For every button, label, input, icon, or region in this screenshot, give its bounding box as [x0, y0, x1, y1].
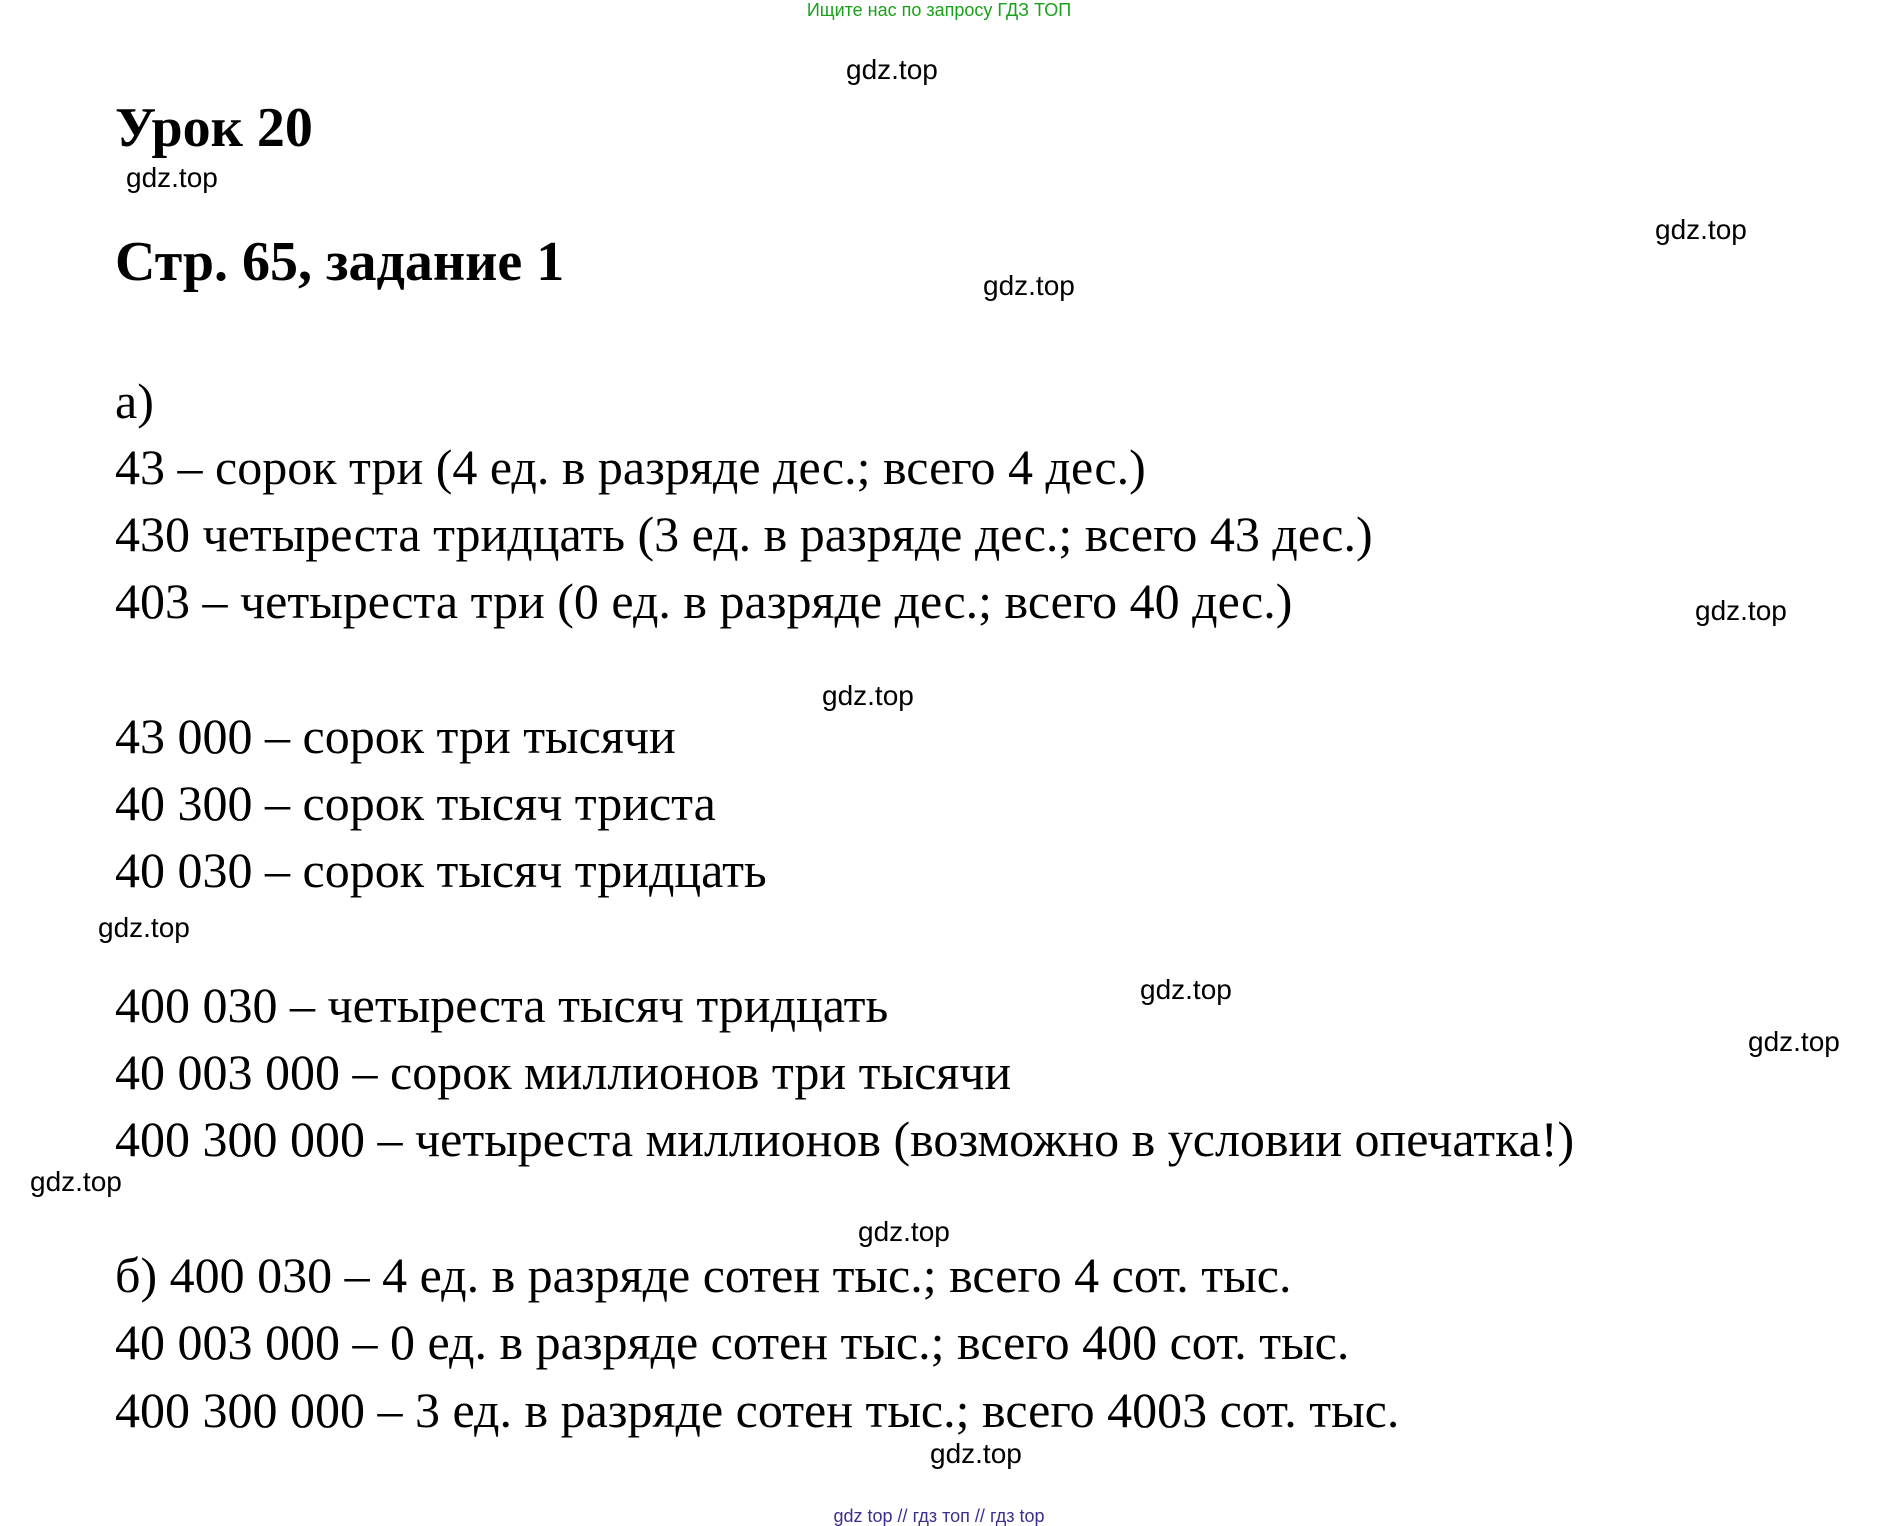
- watermark-text: gdz.top: [126, 162, 218, 193]
- footer-link[interactable]: гдз топ: [912, 1506, 970, 1526]
- footer-separator: //: [974, 1506, 985, 1526]
- top-banner[interactable]: Ищите нас по запросу ГДЗ ТОП: [806, 0, 1072, 20]
- part-a-label: а): [115, 373, 154, 429]
- watermark-text: gdz.top: [930, 1438, 1022, 1469]
- watermark-text: gdz.top: [822, 680, 914, 711]
- watermark-text: gdz.top: [858, 1216, 950, 1247]
- footer-links: [0, 1507, 1878, 1525]
- footer-separator: //: [897, 1506, 908, 1526]
- answer-line: 40 003 000 – 0 ед. в разряде сотен тыс.; всего 400 сот. тыс.: [115, 1314, 1350, 1370]
- answer-line: 400 300 000 – 3 ед. в разряде сотен тыс.; всего 4003 сот. тыс.: [115, 1382, 1400, 1438]
- answer-line: 40 300 – сорок тысяч триста: [115, 775, 716, 831]
- footer-link[interactable]: gdz top: [833, 1506, 893, 1526]
- answer-line: 430 четыреста тридцать (3 ед. в разряде дес.; всего 43 дес.): [115, 506, 1373, 562]
- watermark-text: gdz.top: [1748, 1026, 1840, 1057]
- answer-line: 400 030 – четыреста тысяч тридцать: [115, 977, 889, 1033]
- answer-line: 43 – сорок три (4 ед. в разряде дес.; всего 4 дес.): [115, 439, 1146, 495]
- answer-line: 400 300 000 – четыреста миллионов (возможно в условии опечатка!): [115, 1111, 1575, 1167]
- watermark-text: gdz.top: [846, 54, 938, 85]
- answer-line: 403 – четыреста три (0 ед. в разряде дес.; всего 40 дес.): [115, 573, 1293, 629]
- answer-line: 43 000 – сорок три тысячи: [115, 708, 676, 764]
- answer-line: 40 003 000 – сорок миллионов три тысячи: [115, 1044, 1012, 1100]
- footer-link[interactable]: гдз top: [989, 1506, 1045, 1526]
- answer-line: б) 400 030 – 4 ед. в разряде сотен тыс.; всего 4 сот. тыс.: [115, 1247, 1292, 1303]
- answer-line: 40 030 – сорок тысяч тридцать: [115, 842, 767, 898]
- watermark-text: gdz.top: [30, 1166, 122, 1197]
- watermark-text: gdz.top: [983, 270, 1075, 301]
- watermark-text: gdz.top: [1655, 214, 1747, 245]
- watermark-text: gdz.top: [1140, 974, 1232, 1005]
- watermark-text: gdz.top: [98, 912, 190, 943]
- watermark-text: gdz.top: [1695, 595, 1787, 626]
- task-title: Стр. 65, задание 1: [115, 231, 565, 293]
- lesson-title: Урок 20: [115, 97, 313, 159]
